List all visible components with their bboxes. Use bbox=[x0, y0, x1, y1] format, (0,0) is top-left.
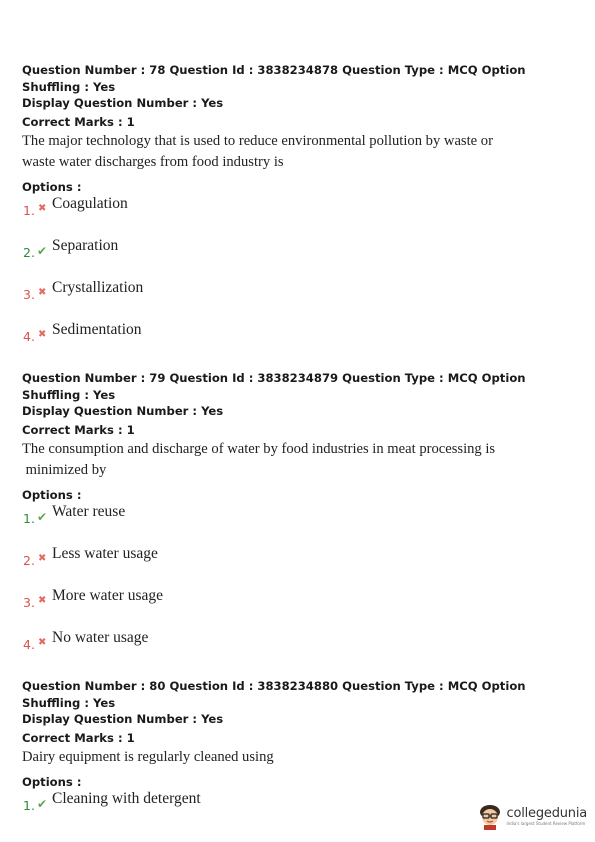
check-icon: ✔ bbox=[37, 797, 48, 811]
cross-icon: ✖ bbox=[38, 637, 47, 648]
option-2 bbox=[22, 545, 582, 587]
option-2 bbox=[22, 237, 582, 279]
options-label: Options : bbox=[22, 180, 82, 194]
option-number: 2. bbox=[23, 553, 35, 568]
question-header: Question Number : 79 Question Id : 3838234879 Question Type : MCQ Option Shuffling : Yes bbox=[22, 371, 526, 402]
cross-icon: ✖ bbox=[38, 329, 47, 340]
correct-marks: Correct Marks : 1 bbox=[22, 114, 135, 129]
question-text-line: waste water discharges from food industry is bbox=[22, 154, 284, 170]
option-number: 3. bbox=[23, 287, 35, 302]
option-number: 2. bbox=[23, 245, 35, 260]
option-text: No water usage bbox=[52, 629, 149, 646]
option-4 bbox=[22, 629, 582, 671]
question-79 bbox=[22, 370, 582, 671]
option-number: 4. bbox=[23, 329, 35, 344]
option-text: Crystallization bbox=[52, 279, 144, 296]
display-question-number: Display Question Number : Yes bbox=[22, 712, 224, 726]
question-text bbox=[22, 439, 582, 481]
logo-tagline: India's largest Student Review Platform bbox=[506, 821, 586, 826]
option-1 bbox=[22, 503, 582, 545]
options-label: Options : bbox=[22, 775, 82, 789]
question-text-line: Dairy equipment is regularly cleaned using bbox=[22, 749, 274, 765]
logo-name: collegedunia bbox=[506, 806, 587, 821]
cross-icon: ✖ bbox=[38, 203, 47, 214]
cross-icon: ✖ bbox=[38, 553, 47, 564]
option-number: 3. bbox=[23, 595, 35, 610]
correct-marks: Correct Marks : 1 bbox=[22, 730, 135, 745]
option-text: Coagulation bbox=[52, 195, 128, 212]
options-label: Options : bbox=[22, 488, 82, 502]
option-text: Less water usage bbox=[52, 545, 158, 562]
option-3 bbox=[22, 587, 582, 629]
option-text: Water reuse bbox=[52, 503, 126, 520]
option-3 bbox=[22, 279, 582, 321]
question-header: Question Number : 80 Question Id : 3838234880 Question Type : MCQ Option Shuffling : Yes bbox=[22, 679, 526, 710]
question-text bbox=[22, 747, 582, 768]
options-list bbox=[22, 195, 582, 363]
options-list bbox=[22, 503, 582, 671]
question-text-line: The consumption and discharge of water by food industries in meat processing is bbox=[22, 441, 496, 457]
cross-icon: ✖ bbox=[38, 287, 47, 298]
option-text: Separation bbox=[52, 237, 119, 254]
option-number: 1. bbox=[23, 798, 35, 813]
check-icon: ✔ bbox=[37, 510, 48, 524]
cross-icon: ✖ bbox=[38, 595, 47, 606]
question-text bbox=[22, 131, 582, 173]
question-text-line: The major technology that is used to reduce environmental pollution by waste or bbox=[22, 133, 493, 149]
option-text: Cleaning with detergent bbox=[52, 790, 201, 807]
question-text-line: minimized by bbox=[22, 462, 107, 478]
collegedunia-logo[interactable] bbox=[477, 802, 587, 830]
option-text: Sedimentation bbox=[52, 321, 142, 338]
option-number: 4. bbox=[23, 637, 35, 652]
option-number: 1. bbox=[23, 511, 35, 526]
correct-marks: Correct Marks : 1 bbox=[22, 422, 135, 437]
mascot-icon bbox=[477, 802, 503, 830]
option-1 bbox=[22, 195, 582, 237]
display-question-number: Display Question Number : Yes bbox=[22, 404, 224, 418]
option-number: 1. bbox=[23, 203, 35, 218]
question-78 bbox=[22, 62, 582, 363]
question-header: Question Number : 78 Question Id : 3838234878 Question Type : MCQ Option Shuffling : Yes bbox=[22, 63, 526, 94]
display-question-number: Display Question Number : Yes bbox=[22, 96, 224, 110]
check-icon: ✔ bbox=[37, 244, 48, 258]
option-text: More water usage bbox=[52, 587, 164, 604]
option-4 bbox=[22, 321, 582, 363]
